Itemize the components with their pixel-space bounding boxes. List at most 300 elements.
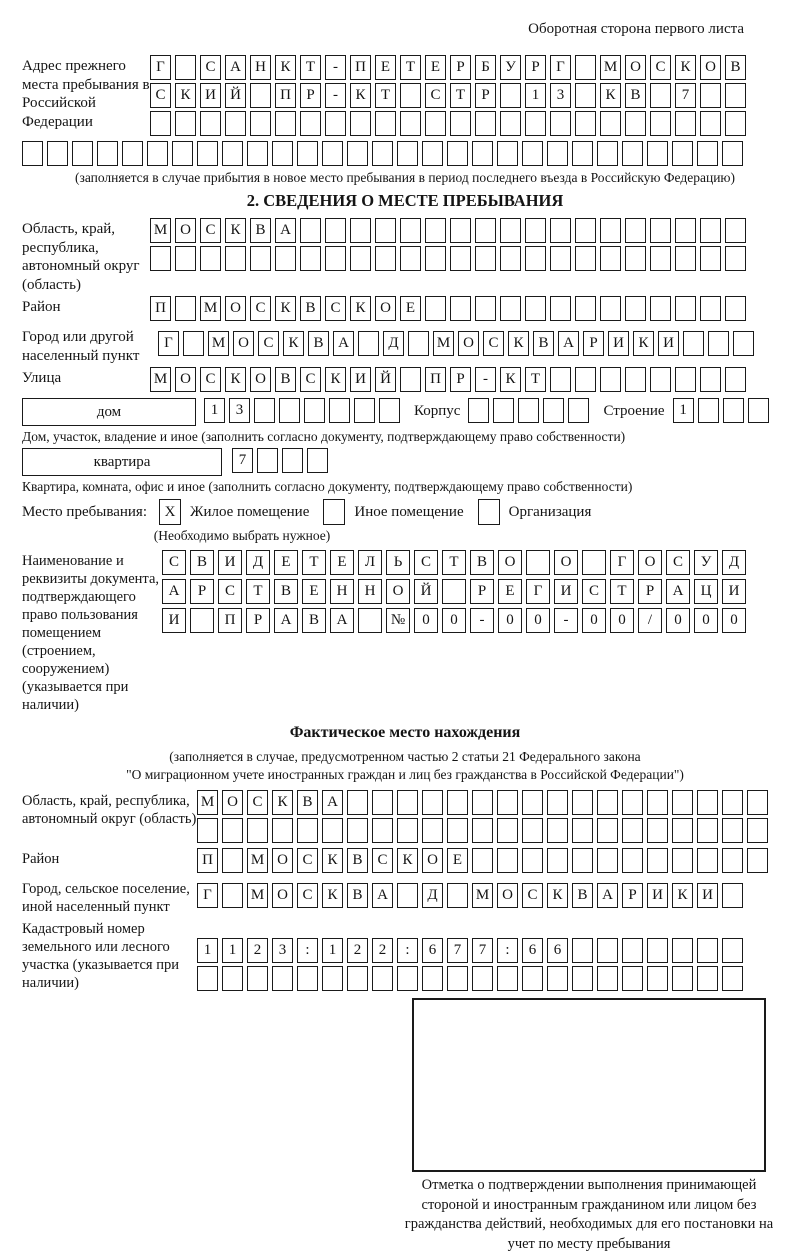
char-cell[interactable] bbox=[375, 218, 396, 243]
char-cell[interactable]: В bbox=[250, 218, 271, 243]
char-cell[interactable] bbox=[722, 938, 743, 963]
char-cell[interactable] bbox=[225, 111, 246, 136]
char-cell[interactable] bbox=[550, 218, 571, 243]
char-cell[interactable] bbox=[322, 141, 343, 166]
char-cell[interactable]: С bbox=[200, 55, 221, 80]
char-cell[interactable] bbox=[450, 111, 471, 136]
char-cell[interactable] bbox=[350, 218, 371, 243]
char-cell[interactable]: В bbox=[347, 848, 368, 873]
char-cell[interactable] bbox=[650, 218, 671, 243]
char-cell[interactable] bbox=[543, 398, 564, 423]
char-cell[interactable] bbox=[575, 111, 596, 136]
char-cell[interactable]: / bbox=[638, 608, 662, 633]
char-cell[interactable]: : bbox=[297, 938, 318, 963]
char-cell[interactable] bbox=[700, 218, 721, 243]
char-cell[interactable] bbox=[275, 111, 296, 136]
char-cell[interactable]: 1 bbox=[525, 83, 546, 108]
char-cell[interactable] bbox=[622, 848, 643, 873]
char-cell[interactable]: 7 bbox=[232, 448, 253, 473]
char-cell[interactable] bbox=[725, 246, 746, 271]
char-cell[interactable] bbox=[697, 848, 718, 873]
checkbox-residential[interactable]: X bbox=[159, 499, 181, 525]
char-cell[interactable]: И bbox=[722, 579, 746, 604]
char-cell[interactable] bbox=[175, 111, 196, 136]
char-cell[interactable] bbox=[575, 218, 596, 243]
char-cell[interactable] bbox=[472, 966, 493, 991]
char-cell[interactable]: М bbox=[472, 883, 493, 908]
char-cell[interactable]: К bbox=[350, 83, 371, 108]
char-cell[interactable]: И bbox=[350, 367, 371, 392]
char-cell[interactable] bbox=[497, 848, 518, 873]
char-cell[interactable] bbox=[397, 818, 418, 843]
char-cell[interactable]: Р bbox=[583, 331, 604, 356]
char-cell[interactable] bbox=[379, 398, 400, 423]
char-cell[interactable] bbox=[525, 296, 546, 321]
char-cell[interactable] bbox=[400, 246, 421, 271]
char-cell[interactable] bbox=[622, 966, 643, 991]
char-cell[interactable]: Й bbox=[375, 367, 396, 392]
char-cell[interactable]: Р bbox=[475, 83, 496, 108]
char-cell[interactable] bbox=[372, 818, 393, 843]
char-cell[interactable] bbox=[472, 818, 493, 843]
char-cell[interactable]: 0 bbox=[582, 608, 606, 633]
char-cell[interactable]: О bbox=[175, 367, 196, 392]
char-cell[interactable]: Р bbox=[470, 579, 494, 604]
char-cell[interactable] bbox=[572, 938, 593, 963]
char-cell[interactable]: А bbox=[666, 579, 690, 604]
char-cell[interactable] bbox=[475, 111, 496, 136]
char-cell[interactable]: 0 bbox=[498, 608, 522, 633]
char-cell[interactable] bbox=[575, 83, 596, 108]
char-cell[interactable]: П bbox=[150, 296, 171, 321]
char-cell[interactable] bbox=[550, 296, 571, 321]
char-cell[interactable]: Й bbox=[414, 579, 438, 604]
char-cell[interactable] bbox=[425, 246, 446, 271]
char-cell[interactable]: О bbox=[233, 331, 254, 356]
char-cell[interactable] bbox=[747, 848, 768, 873]
char-cell[interactable]: С bbox=[247, 790, 268, 815]
char-cell[interactable]: 1 bbox=[222, 938, 243, 963]
char-cell[interactable]: Д bbox=[246, 550, 270, 575]
char-cell[interactable]: С bbox=[522, 883, 543, 908]
char-cell[interactable] bbox=[697, 818, 718, 843]
char-cell[interactable] bbox=[347, 141, 368, 166]
char-cell[interactable]: О bbox=[386, 579, 410, 604]
char-cell[interactable] bbox=[279, 398, 300, 423]
char-cell[interactable]: П bbox=[197, 848, 218, 873]
char-cell[interactable] bbox=[97, 141, 118, 166]
char-cell[interactable] bbox=[304, 398, 325, 423]
char-cell[interactable]: С bbox=[200, 367, 221, 392]
char-cell[interactable]: Р bbox=[622, 883, 643, 908]
char-cell[interactable]: В bbox=[533, 331, 554, 356]
char-cell[interactable]: 6 bbox=[422, 938, 443, 963]
char-cell[interactable] bbox=[582, 550, 606, 575]
char-cell[interactable] bbox=[747, 818, 768, 843]
char-cell[interactable] bbox=[572, 848, 593, 873]
char-cell[interactable] bbox=[647, 938, 668, 963]
char-cell[interactable] bbox=[722, 848, 743, 873]
char-cell[interactable] bbox=[272, 966, 293, 991]
char-cell[interactable]: К bbox=[633, 331, 654, 356]
char-cell[interactable]: М bbox=[150, 367, 171, 392]
char-cell[interactable] bbox=[700, 83, 721, 108]
char-cell[interactable] bbox=[697, 141, 718, 166]
char-cell[interactable] bbox=[675, 111, 696, 136]
char-cell[interactable] bbox=[442, 579, 466, 604]
char-cell[interactable] bbox=[225, 246, 246, 271]
char-cell[interactable]: 0 bbox=[526, 608, 550, 633]
char-cell[interactable] bbox=[675, 296, 696, 321]
char-cell[interactable]: А bbox=[558, 331, 579, 356]
char-cell[interactable] bbox=[550, 367, 571, 392]
char-cell[interactable] bbox=[647, 818, 668, 843]
char-cell[interactable]: И bbox=[200, 83, 221, 108]
char-cell[interactable] bbox=[200, 111, 221, 136]
char-cell[interactable] bbox=[322, 966, 343, 991]
char-cell[interactable]: С bbox=[666, 550, 690, 575]
char-cell[interactable]: 1 bbox=[204, 398, 225, 423]
char-cell[interactable] bbox=[522, 818, 543, 843]
char-cell[interactable] bbox=[400, 83, 421, 108]
char-cell[interactable]: Т bbox=[525, 367, 546, 392]
char-cell[interactable] bbox=[597, 790, 618, 815]
char-cell[interactable] bbox=[400, 111, 421, 136]
char-cell[interactable]: : bbox=[497, 938, 518, 963]
char-cell[interactable]: № bbox=[386, 608, 410, 633]
char-cell[interactable]: 0 bbox=[666, 608, 690, 633]
char-cell[interactable] bbox=[450, 296, 471, 321]
char-cell[interactable] bbox=[372, 141, 393, 166]
char-cell[interactable]: К bbox=[350, 296, 371, 321]
char-cell[interactable] bbox=[472, 790, 493, 815]
char-cell[interactable] bbox=[650, 296, 671, 321]
char-cell[interactable] bbox=[400, 218, 421, 243]
char-cell[interactable]: К bbox=[225, 218, 246, 243]
char-cell[interactable]: С bbox=[425, 83, 446, 108]
char-cell[interactable] bbox=[672, 938, 693, 963]
char-cell[interactable]: О bbox=[375, 296, 396, 321]
char-cell[interactable]: : bbox=[397, 938, 418, 963]
char-cell[interactable] bbox=[329, 398, 350, 423]
char-cell[interactable]: К bbox=[547, 883, 568, 908]
char-cell[interactable]: Н bbox=[250, 55, 271, 80]
char-cell[interactable]: М bbox=[247, 848, 268, 873]
char-cell[interactable]: В bbox=[275, 367, 296, 392]
char-cell[interactable]: Т bbox=[400, 55, 421, 80]
char-cell[interactable]: - bbox=[470, 608, 494, 633]
char-cell[interactable]: С bbox=[372, 848, 393, 873]
char-cell[interactable] bbox=[575, 367, 596, 392]
char-cell[interactable]: С bbox=[150, 83, 171, 108]
char-cell[interactable] bbox=[650, 83, 671, 108]
char-cell[interactable] bbox=[647, 966, 668, 991]
char-cell[interactable]: О bbox=[222, 790, 243, 815]
char-cell[interactable] bbox=[522, 966, 543, 991]
char-cell[interactable] bbox=[675, 218, 696, 243]
char-cell[interactable] bbox=[500, 296, 521, 321]
char-cell[interactable] bbox=[450, 218, 471, 243]
char-cell[interactable]: Р bbox=[450, 367, 471, 392]
char-cell[interactable] bbox=[722, 966, 743, 991]
char-cell[interactable] bbox=[197, 818, 218, 843]
char-cell[interactable]: Е bbox=[375, 55, 396, 80]
char-cell[interactable]: В bbox=[300, 296, 321, 321]
char-cell[interactable] bbox=[257, 448, 278, 473]
char-cell[interactable] bbox=[247, 141, 268, 166]
char-cell[interactable] bbox=[350, 246, 371, 271]
char-cell[interactable]: К bbox=[675, 55, 696, 80]
char-cell[interactable]: - bbox=[325, 55, 346, 80]
char-cell[interactable] bbox=[547, 790, 568, 815]
char-cell[interactable] bbox=[625, 296, 646, 321]
char-cell[interactable] bbox=[425, 296, 446, 321]
char-cell[interactable] bbox=[222, 848, 243, 873]
char-cell[interactable]: А bbox=[372, 883, 393, 908]
char-cell[interactable]: С bbox=[483, 331, 504, 356]
char-cell[interactable] bbox=[47, 141, 68, 166]
char-cell[interactable]: 0 bbox=[694, 608, 718, 633]
char-cell[interactable]: С bbox=[297, 848, 318, 873]
char-cell[interactable] bbox=[297, 141, 318, 166]
char-cell[interactable] bbox=[522, 790, 543, 815]
char-cell[interactable]: О bbox=[272, 848, 293, 873]
char-cell[interactable]: Т bbox=[300, 55, 321, 80]
char-cell[interactable]: Г bbox=[526, 579, 550, 604]
char-cell[interactable]: Е bbox=[400, 296, 421, 321]
char-cell[interactable]: Г bbox=[150, 55, 171, 80]
char-cell[interactable] bbox=[497, 966, 518, 991]
char-cell[interactable] bbox=[733, 331, 754, 356]
char-cell[interactable] bbox=[572, 141, 593, 166]
char-cell[interactable]: В bbox=[572, 883, 593, 908]
char-cell[interactable]: О bbox=[225, 296, 246, 321]
char-cell[interactable]: Р bbox=[300, 83, 321, 108]
char-cell[interactable]: А bbox=[225, 55, 246, 80]
char-cell[interactable]: С bbox=[582, 579, 606, 604]
char-cell[interactable]: Р bbox=[190, 579, 214, 604]
char-cell[interactable] bbox=[197, 966, 218, 991]
char-cell[interactable]: 1 bbox=[322, 938, 343, 963]
char-cell[interactable] bbox=[172, 141, 193, 166]
char-cell[interactable]: В bbox=[470, 550, 494, 575]
char-cell[interactable] bbox=[723, 398, 744, 423]
char-cell[interactable]: И bbox=[554, 579, 578, 604]
char-cell[interactable] bbox=[175, 296, 196, 321]
char-cell[interactable]: И bbox=[218, 550, 242, 575]
char-cell[interactable]: У bbox=[694, 550, 718, 575]
char-cell[interactable] bbox=[354, 398, 375, 423]
checkbox-other-premises[interactable] bbox=[323, 499, 345, 525]
char-cell[interactable]: К bbox=[275, 296, 296, 321]
char-cell[interactable] bbox=[190, 608, 214, 633]
char-cell[interactable] bbox=[447, 790, 468, 815]
char-cell[interactable]: В bbox=[625, 83, 646, 108]
char-cell[interactable] bbox=[700, 111, 721, 136]
char-cell[interactable] bbox=[725, 367, 746, 392]
char-cell[interactable] bbox=[497, 818, 518, 843]
char-cell[interactable] bbox=[722, 790, 743, 815]
char-cell[interactable]: О bbox=[554, 550, 578, 575]
char-cell[interactable] bbox=[254, 398, 275, 423]
char-cell[interactable] bbox=[597, 848, 618, 873]
char-cell[interactable]: Р bbox=[450, 55, 471, 80]
char-cell[interactable] bbox=[447, 966, 468, 991]
char-cell[interactable]: А bbox=[333, 331, 354, 356]
char-cell[interactable] bbox=[697, 938, 718, 963]
char-cell[interactable]: 2 bbox=[372, 938, 393, 963]
char-cell[interactable]: 7 bbox=[472, 938, 493, 963]
char-cell[interactable] bbox=[422, 966, 443, 991]
char-cell[interactable] bbox=[450, 246, 471, 271]
char-cell[interactable] bbox=[700, 296, 721, 321]
char-cell[interactable]: А bbox=[275, 218, 296, 243]
char-cell[interactable] bbox=[698, 398, 719, 423]
char-cell[interactable] bbox=[222, 141, 243, 166]
char-cell[interactable]: К bbox=[175, 83, 196, 108]
char-cell[interactable] bbox=[697, 966, 718, 991]
char-cell[interactable] bbox=[468, 398, 489, 423]
char-cell[interactable]: 6 bbox=[522, 938, 543, 963]
char-cell[interactable]: П bbox=[425, 367, 446, 392]
char-cell[interactable] bbox=[347, 818, 368, 843]
char-cell[interactable] bbox=[500, 111, 521, 136]
char-cell[interactable]: Г bbox=[610, 550, 634, 575]
char-cell[interactable] bbox=[622, 790, 643, 815]
char-cell[interactable]: К bbox=[322, 883, 343, 908]
char-cell[interactable]: 2 bbox=[247, 938, 268, 963]
char-cell[interactable] bbox=[272, 818, 293, 843]
char-cell[interactable] bbox=[550, 111, 571, 136]
char-cell[interactable] bbox=[708, 331, 729, 356]
char-cell[interactable]: 0 bbox=[442, 608, 466, 633]
char-cell[interactable] bbox=[600, 218, 621, 243]
char-cell[interactable] bbox=[547, 141, 568, 166]
char-cell[interactable] bbox=[572, 818, 593, 843]
char-cell[interactable] bbox=[525, 218, 546, 243]
char-cell[interactable] bbox=[275, 246, 296, 271]
char-cell[interactable] bbox=[325, 218, 346, 243]
char-cell[interactable] bbox=[748, 398, 769, 423]
char-cell[interactable]: Е bbox=[425, 55, 446, 80]
char-cell[interactable] bbox=[350, 111, 371, 136]
char-cell[interactable] bbox=[572, 790, 593, 815]
char-cell[interactable] bbox=[547, 848, 568, 873]
char-cell[interactable] bbox=[525, 246, 546, 271]
char-cell[interactable]: Е bbox=[330, 550, 354, 575]
char-cell[interactable] bbox=[600, 111, 621, 136]
char-cell[interactable]: Р bbox=[638, 579, 662, 604]
char-cell[interactable]: К bbox=[500, 367, 521, 392]
char-cell[interactable]: К bbox=[600, 83, 621, 108]
char-cell[interactable] bbox=[600, 367, 621, 392]
char-cell[interactable]: Е bbox=[447, 848, 468, 873]
char-cell[interactable]: Н bbox=[358, 579, 382, 604]
char-cell[interactable]: С bbox=[162, 550, 186, 575]
char-cell[interactable]: О bbox=[422, 848, 443, 873]
char-cell[interactable] bbox=[408, 331, 429, 356]
char-cell[interactable] bbox=[625, 367, 646, 392]
char-cell[interactable] bbox=[347, 966, 368, 991]
char-cell[interactable]: И bbox=[647, 883, 668, 908]
char-cell[interactable] bbox=[297, 818, 318, 843]
char-cell[interactable]: - bbox=[554, 608, 578, 633]
char-cell[interactable]: О bbox=[175, 218, 196, 243]
char-cell[interactable]: К bbox=[225, 367, 246, 392]
checkbox-organization[interactable] bbox=[478, 499, 500, 525]
char-cell[interactable]: 0 bbox=[610, 608, 634, 633]
char-cell[interactable]: К bbox=[508, 331, 529, 356]
char-cell[interactable] bbox=[175, 246, 196, 271]
char-cell[interactable] bbox=[250, 111, 271, 136]
char-cell[interactable]: С bbox=[200, 218, 221, 243]
char-cell[interactable]: 3 bbox=[229, 398, 250, 423]
char-cell[interactable] bbox=[247, 966, 268, 991]
char-cell[interactable]: С bbox=[650, 55, 671, 80]
char-cell[interactable]: Т bbox=[442, 550, 466, 575]
char-cell[interactable]: К bbox=[325, 367, 346, 392]
char-cell[interactable]: М bbox=[247, 883, 268, 908]
char-cell[interactable]: Ц bbox=[694, 579, 718, 604]
char-cell[interactable]: Е bbox=[302, 579, 326, 604]
char-cell[interactable]: Г bbox=[197, 883, 218, 908]
char-cell[interactable]: С bbox=[325, 296, 346, 321]
char-cell[interactable] bbox=[247, 818, 268, 843]
char-cell[interactable] bbox=[683, 331, 704, 356]
char-cell[interactable]: К bbox=[672, 883, 693, 908]
char-cell[interactable]: 2 bbox=[347, 938, 368, 963]
char-cell[interactable] bbox=[672, 848, 693, 873]
char-cell[interactable] bbox=[300, 111, 321, 136]
char-cell[interactable]: О bbox=[700, 55, 721, 80]
char-cell[interactable] bbox=[375, 246, 396, 271]
char-cell[interactable] bbox=[372, 790, 393, 815]
char-cell[interactable] bbox=[175, 55, 196, 80]
char-cell[interactable]: 3 bbox=[272, 938, 293, 963]
char-cell[interactable]: 1 bbox=[673, 398, 694, 423]
char-cell[interactable]: Й bbox=[225, 83, 246, 108]
char-cell[interactable]: П bbox=[350, 55, 371, 80]
char-cell[interactable] bbox=[622, 938, 643, 963]
char-cell[interactable] bbox=[647, 848, 668, 873]
char-cell[interactable] bbox=[725, 83, 746, 108]
char-cell[interactable] bbox=[575, 55, 596, 80]
char-cell[interactable]: К bbox=[322, 848, 343, 873]
char-cell[interactable]: 0 bbox=[414, 608, 438, 633]
char-cell[interactable] bbox=[625, 246, 646, 271]
char-cell[interactable] bbox=[325, 246, 346, 271]
char-cell[interactable] bbox=[475, 296, 496, 321]
char-cell[interactable] bbox=[325, 111, 346, 136]
char-cell[interactable] bbox=[600, 296, 621, 321]
char-cell[interactable]: С bbox=[414, 550, 438, 575]
char-cell[interactable] bbox=[647, 141, 668, 166]
char-cell[interactable] bbox=[472, 848, 493, 873]
char-cell[interactable]: С bbox=[250, 296, 271, 321]
char-cell[interactable]: П bbox=[218, 608, 242, 633]
char-cell[interactable]: О bbox=[458, 331, 479, 356]
char-cell[interactable]: О bbox=[497, 883, 518, 908]
char-cell[interactable] bbox=[622, 141, 643, 166]
char-cell[interactable]: В bbox=[347, 883, 368, 908]
char-cell[interactable] bbox=[397, 141, 418, 166]
char-cell[interactable]: А bbox=[274, 608, 298, 633]
char-cell[interactable]: С bbox=[258, 331, 279, 356]
char-cell[interactable] bbox=[697, 790, 718, 815]
char-cell[interactable] bbox=[372, 966, 393, 991]
char-cell[interactable] bbox=[675, 246, 696, 271]
char-cell[interactable] bbox=[625, 111, 646, 136]
